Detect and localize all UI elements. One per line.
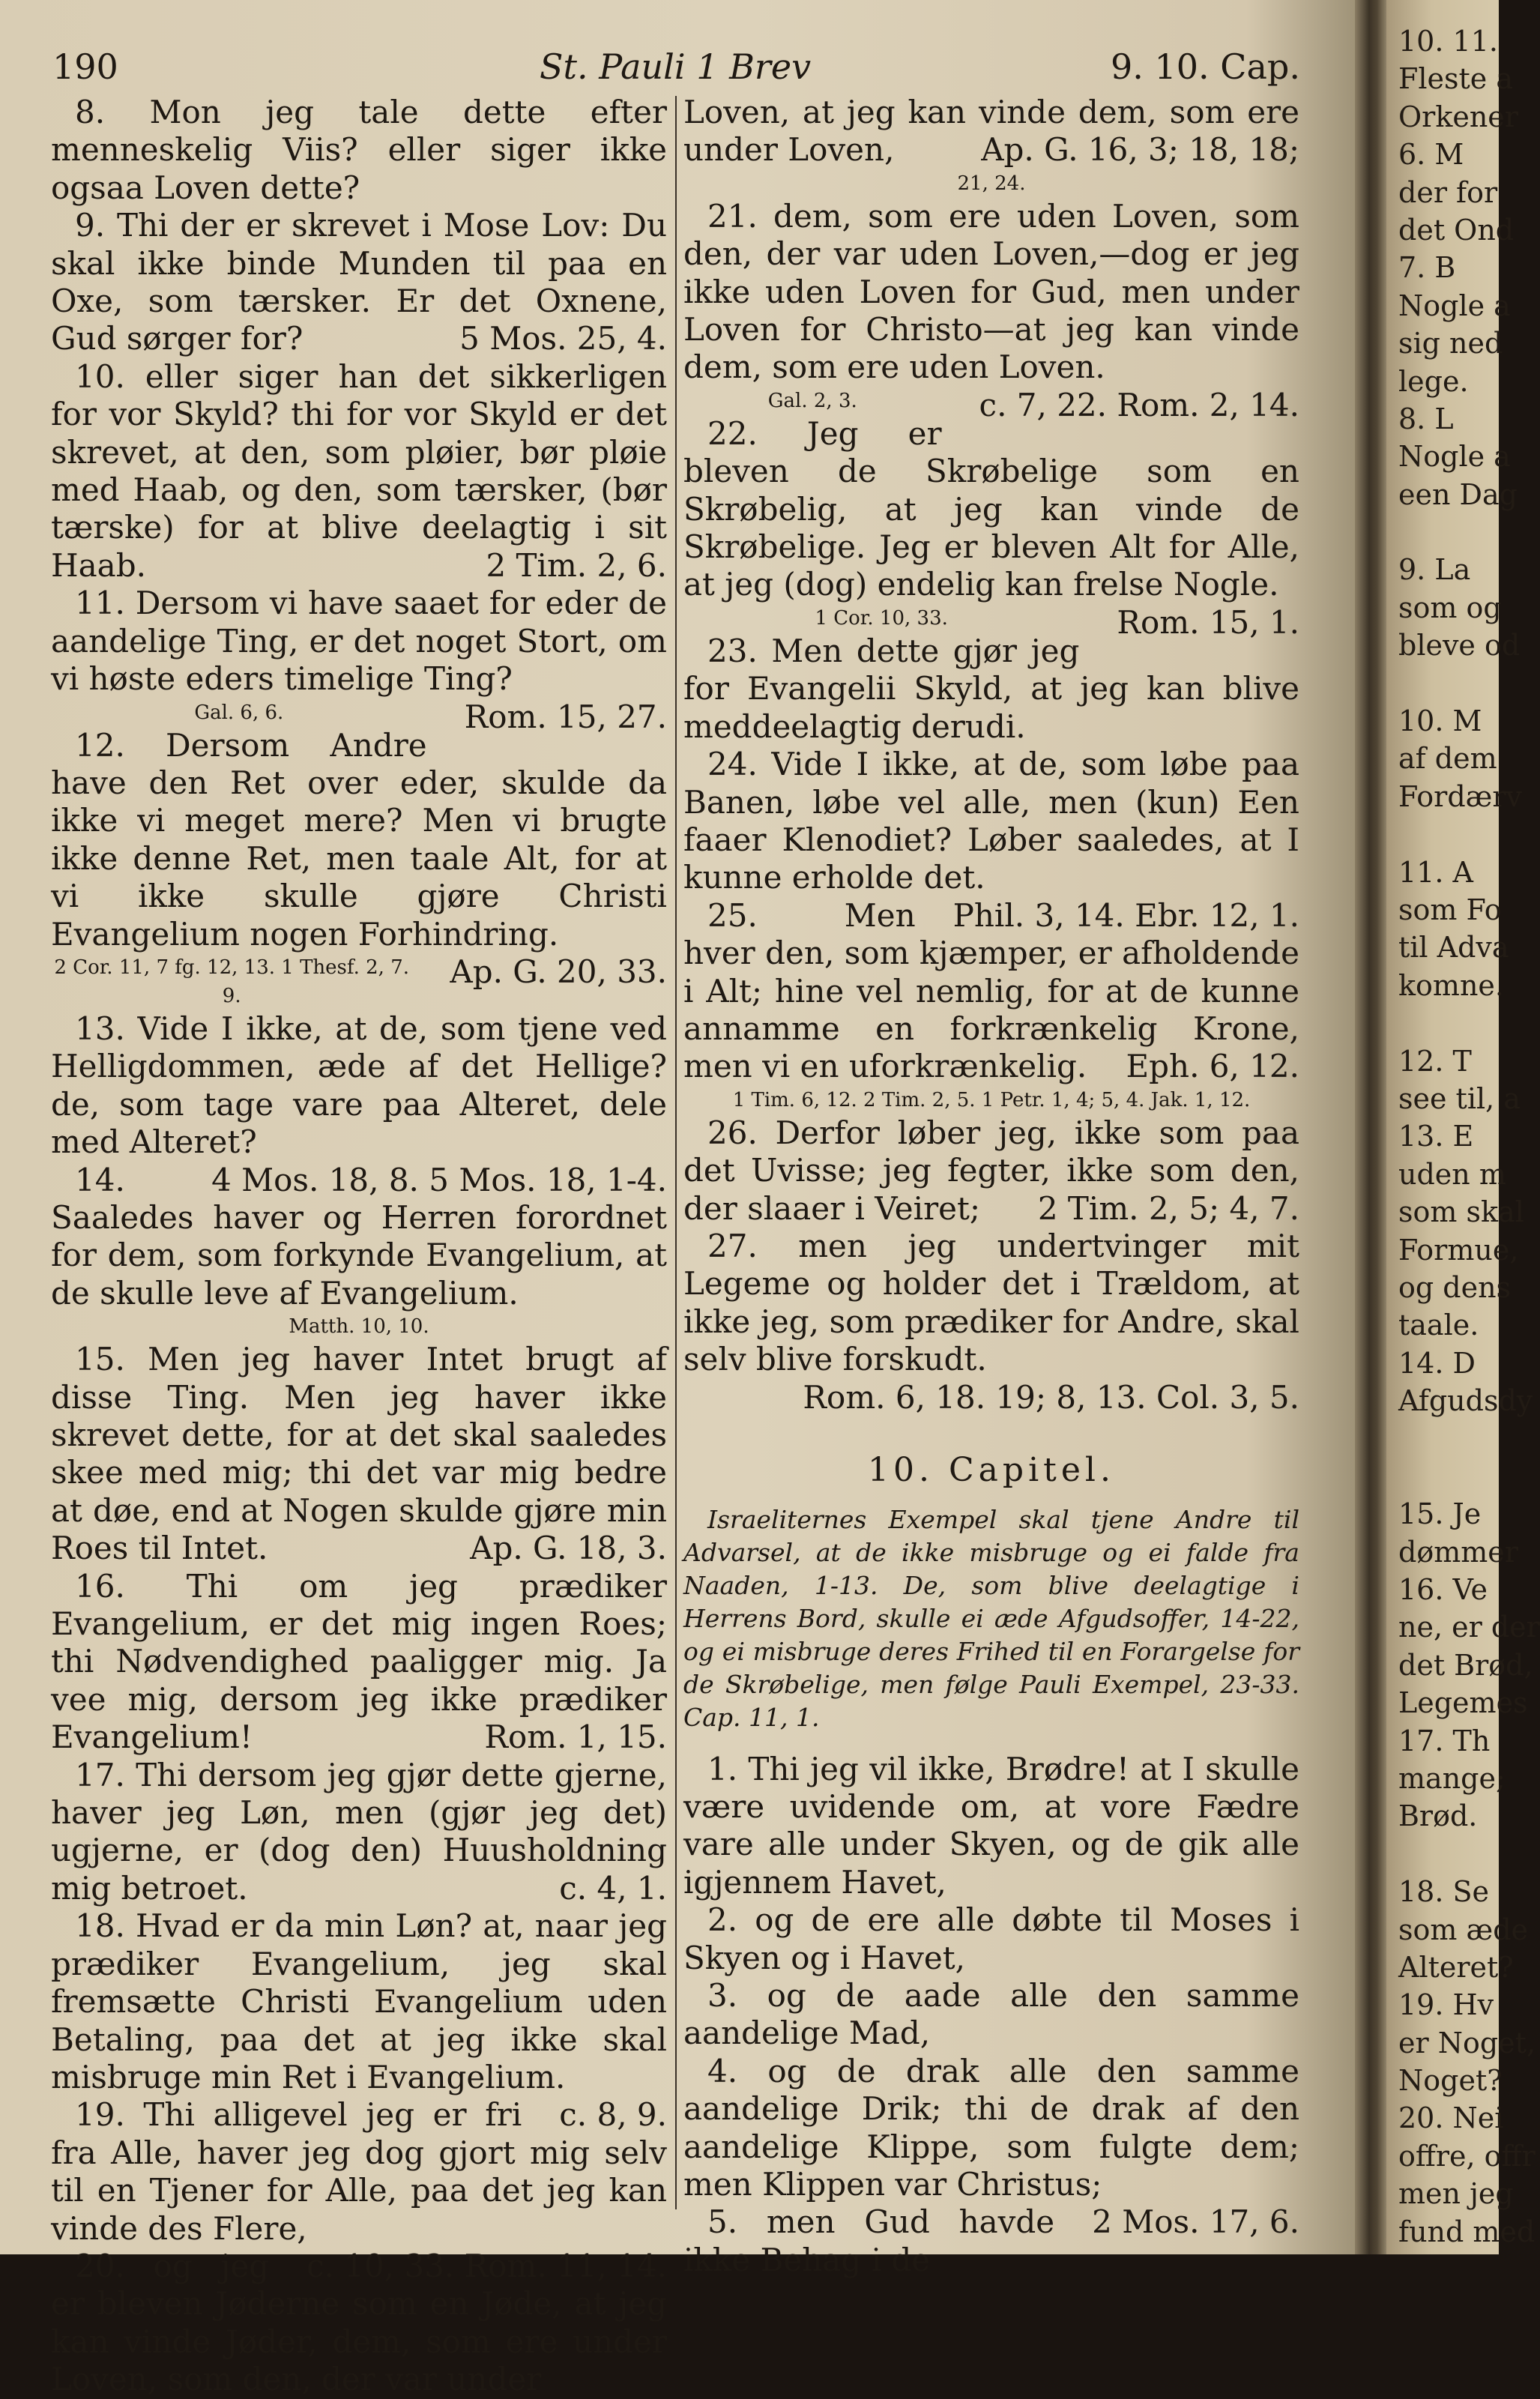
- page-number: 190: [52, 46, 118, 87]
- verse: [51, 94, 667, 207]
- verse-text: 13. Vide I ikke, at de, som tjene ved Helligdommen, æde af det Hellige? de, som tage vare paa Alteret, dele med Alteret?: [51, 1010, 667, 1161]
- verse-text: 1. Thi jeg vil ikke, Brødre! at I skulle være uvidende om, at vore Fædre vare alle under Skyen, og de gik alle igjennem Havet,: [683, 1750, 1299, 1901]
- next-page-fragment: som æde: [1398, 1913, 1529, 1946]
- left-column: [51, 94, 667, 2399]
- chapter-reference: 9. 10. Cap.: [1111, 46, 1300, 87]
- verse-text: 26. Derfor løber jeg, ikke som paa det Uvisse; jeg fegter, ikke som den, der slaaer i Veiret;: [683, 1114, 1299, 1227]
- next-page-fragment: som og: [1398, 591, 1502, 624]
- next-page-fragment: men jeg: [1398, 2177, 1514, 2211]
- next-page-fragment: [1398, 513, 1499, 551]
- verse-text: 3. og de aade alle den samme aandelige Mad,: [683, 1977, 1299, 2052]
- next-page-fragment: Noget?: [1398, 2064, 1503, 2098]
- next-page-fragment: til Adva: [1398, 931, 1509, 965]
- next-page-fragment: 12. T: [1398, 1044, 1472, 1078]
- verse-text: 16. Thi om jeg prædiker Evangelium, er det mig ingen Roes; thi Nødvendighed paaligger mig. Ja vee mig, dersom jeg ikke prædiker Evangelium!: [51, 1567, 667, 1756]
- verse-text: 12. Dersom Andre have den Ret over eder, skulde da ikke vi meget mere? Men vi brugte ikke denne Ret, men taale Alt, for at vi ikke skulle gjøre Christi Evangelium nogen Forhindring.: [51, 726, 667, 953]
- next-page-fragment: komne.: [1398, 968, 1504, 1002]
- cross-reference: Ap. G. 20, 33.: [450, 953, 667, 990]
- next-page-fragment: offre, offr: [1398, 2139, 1536, 2173]
- verse: [683, 94, 1299, 169]
- reference-note: Matth. 10, 10.: [289, 1315, 429, 1339]
- cross-reference: 4 Mos. 18, 8. 5 Mos. 18, 1-4.: [211, 1161, 667, 1198]
- verse-text: 20. og jeg er bleven Jøderne som en Jøde, at jeg kan vinde Jøder, dem, som ere under Loven, som den, der var under: [51, 2247, 667, 2398]
- next-page-fragment: Legemes: [1398, 1686, 1528, 1720]
- cross-reference: c. 4, 1.: [559, 1869, 667, 1907]
- next-page-fragment: fund med: [1398, 2215, 1536, 2248]
- next-page-fragment: Brød.: [1398, 1799, 1478, 1833]
- next-page-fragment: som skal: [1398, 1195, 1524, 1229]
- next-page-fragment: 8. L: [1398, 402, 1454, 435]
- next-page-fragment: [1398, 1419, 1499, 1457]
- next-page-fragment: 19. Hv: [1398, 1988, 1494, 2022]
- verse-text: 15. Men jeg haver Intet brugt af disse Ting. Men jeg haver ikke skrevet dette, for at det skal saaledes skee med mig; thi det var mig bedre at døe, end at Nogen skulde gjøre min Roes til Intet.: [51, 1341, 667, 1567]
- verse: [683, 1227, 1299, 1416]
- next-page-fragment: 17. Th: [1398, 1724, 1491, 1757]
- cross-reference: 5 Mos. 25, 4.: [459, 320, 667, 357]
- next-page-fragment: Nogle a: [1398, 440, 1511, 474]
- cross-reference: Eph. 6, 12.: [1126, 1048, 1299, 1085]
- cross-reference: Ap. G. 18, 3.: [470, 1530, 667, 1567]
- verse-text: 22. Jeg er bleven de Skrøbelige som en Skrøbelig, at jeg kan vinde de Skrøbelige. Jeg er bleven Alt for Alle, at jeg (dog) endelig kan frelse Nogle.: [683, 414, 1299, 603]
- next-page-fragment: een Dag: [1398, 477, 1518, 511]
- verse: [683, 1901, 1299, 1977]
- next-page-fragment: [1398, 1004, 1499, 1042]
- cross-reference: 2 Tim. 2, 5; 4, 7.: [1037, 1189, 1299, 1227]
- verse-text: 18. Hvad er da min Løn? at, naar jeg prædiker Evangelium, jeg skal fremsætte Christi Evangelium uden Betaling, paa det at jeg ikke skal misbruge min Ret i Evangelium.: [51, 1907, 667, 2095]
- verse: [683, 746, 1299, 934]
- reference-note: Gal. 2, 3.: [767, 389, 857, 412]
- next-page-fragment: 6. M: [1398, 138, 1464, 172]
- next-page-fragment: som Fo: [1398, 893, 1502, 926]
- right-column-verses: [683, 94, 1299, 1416]
- next-page-fragment: 13. E: [1398, 1120, 1474, 1153]
- verse-text: 24. Vide I ikke, at de, som løbe paa Banen, løbe vel alle, men (kun) Een faaer Klenodiet? Løber saaledes, at I kunne erholde det.: [683, 746, 1299, 896]
- next-page-fragment: bleve od: [1398, 629, 1521, 663]
- next-page-fragment: 10. M: [1398, 704, 1482, 738]
- verse-text: 19. Thi alligevel jeg er fri fra Alle, haver jeg dog gjort mig selv til en Tjener for Alle, paa det jeg kan vinde des Flere,: [51, 2096, 667, 2247]
- next-page-fragment: der for: [1398, 175, 1498, 209]
- cross-reference: c. 8, 9.: [559, 2096, 667, 2134]
- cross-reference: Phil. 3, 14. Ebr. 12, 1.: [952, 896, 1299, 934]
- next-page-fragment: af dem: [1398, 742, 1497, 776]
- verse: [51, 1907, 667, 2134]
- next-page-fragment: 7. B: [1398, 251, 1456, 285]
- reference-note: 21, 24.: [957, 172, 1026, 195]
- verse: [683, 633, 1299, 746]
- verse-text: 8. Mon jeg tale dette efter menneskelig Viis? eller siger ikke ogsaa Loven dette?: [51, 94, 667, 206]
- next-page-fragment: 20. Nei: [1398, 2101, 1504, 2135]
- next-page-fragment: 14. D: [1398, 1346, 1476, 1380]
- verse-text: 21. dem, som ere uden Loven, som den, der var uden Loven,—dog er jeg ikke uden Loven for Gud, men under Loven for Christo—at jeg kan vinde dem, som ere uden Loven.: [683, 197, 1299, 386]
- verse: [683, 1751, 1299, 1902]
- next-page-fragment: uden m: [1398, 1157, 1506, 1191]
- chapter-verses: [683, 1751, 1299, 2280]
- next-page-fragment: det Ond: [1398, 213, 1515, 247]
- verse-text: Loven, at jeg kan vinde dem, som ere under Loven,: [683, 94, 1299, 169]
- next-page-fragment: lege.: [1398, 364, 1469, 398]
- cross-reference: c. 7, 22. Rom. 2, 14.: [979, 386, 1299, 423]
- next-page-fragment: 11. A: [1398, 855, 1473, 889]
- next-page-fragment: mange;: [1398, 1761, 1506, 1795]
- verse: [51, 1010, 667, 1198]
- next-page-fragment: [1398, 1835, 1499, 1873]
- next-page-fragment: see til, a: [1398, 1081, 1521, 1115]
- verse-text: 4. og de drak alle den samme aandelige Drik; thi de drak af den aandelige Klippe, som fulgte dem; men Klippen var Christus;: [683, 2052, 1299, 2203]
- right-column: [683, 94, 1299, 2279]
- next-page-fragment: Formue,: [1398, 1233, 1519, 1267]
- next-page-fragment: det Brød,: [1398, 1648, 1533, 1682]
- next-page-fragment: Alteret?: [1398, 1950, 1514, 1984]
- verse-text: 5. men Gud havde ikke Behag i de: [683, 2203, 1055, 2278]
- next-page-edge: [1386, 0, 1540, 2254]
- verse-text: 2. og de ere alle døbte til Moses i Skyen og i Havet,: [683, 1901, 1299, 1976]
- next-page-fragment: dømmer: [1398, 1535, 1518, 1569]
- next-page-fragment: 16. Ve: [1398, 1573, 1488, 1607]
- next-page-fragment: er Noget,: [1398, 2026, 1536, 2059]
- cross-reference: c. 10, 33. Rom. 11, 14.: [307, 2247, 667, 2284]
- next-page-fragment: Afgudsdy: [1398, 1384, 1533, 1418]
- next-page-fragment: [1398, 815, 1499, 853]
- next-page-fragment: Fordærv: [1398, 779, 1523, 813]
- chapter-title: 10. Capitel.: [868, 1450, 1115, 1489]
- next-page-fragment: Fleste a: [1398, 62, 1514, 96]
- verse: [51, 1341, 667, 1567]
- next-page-fragment: Nogle a: [1398, 289, 1511, 322]
- next-page-fragment: sig ned: [1398, 327, 1503, 360]
- cross-reference: Rom. 15, 27.: [464, 698, 667, 735]
- next-page-fragments: [1398, 22, 1540, 2251]
- reference-note: 1 Tim. 6, 12. 2 Tim. 2, 5. 1 Petr. 1, 4; 5, 4. Jak. 1, 12.: [732, 1088, 1251, 1111]
- reference-note: 2 Cor. 11, 7 fg. 12, 13. 1 Thesf. 2, 7. 9.: [54, 956, 409, 1007]
- book-gutter: [1355, 0, 1386, 2254]
- cross-reference: Rom. 6, 18. 19; 8, 13. Col. 3, 5.: [803, 1378, 1299, 1416]
- verse: [51, 1568, 667, 1757]
- verse-text: 27. men jeg undertvinger mit Legeme og holder det i Trældom, at ikke jeg, som prædiker for Andre, skal selv blive forskudt.: [683, 1227, 1299, 1378]
- verse: [51, 358, 667, 585]
- cross-reference: Rom. 1, 15.: [484, 1718, 667, 1756]
- verse: [51, 207, 667, 358]
- verse-text: 17. Thi dersom jeg gjør dette gjerne, haver jeg Løn, men (gjør jeg det) ugjerne, er (dog den) Huusholdning mig betroet.: [51, 1756, 667, 1907]
- next-page-fragment: [1398, 1458, 1499, 1495]
- verse-text: 10. eller siger han det sikkerligen for vor Skyld? thi for vor Skyld er det skrevet, at den, som pløier, bør pløie med Haab, og den, som tærsker, (bør tærske) for at blive deelagtig i sit Haab.: [51, 357, 667, 584]
- page-header: [52, 46, 1300, 99]
- verse: [683, 1114, 1299, 1228]
- verse-text: 25. Men hver den, som kjæmper, er afholdende i Alt; hine vel nemlig, for at de kunne annamme en forkrænkelig Krone, men vi en uforkrænkelig.: [683, 896, 1299, 1085]
- verse: [683, 1977, 1299, 2053]
- verse-text: 23. Men dette gjør jeg for Evangelii Skyld, at jeg kan blive meddeelagtig derudi.: [683, 632, 1299, 745]
- cross-reference: Rom. 15, 1.: [1117, 603, 1299, 641]
- next-page-fragment: [1398, 665, 1499, 702]
- next-page-fragment: 10. 11.: [1398, 25, 1498, 58]
- cross-reference: 2 Mos. 17, 6.: [1092, 2203, 1299, 2241]
- cross-reference: 2 Tim. 2, 6.: [486, 546, 667, 584]
- column-divider: [675, 96, 677, 2209]
- next-page-fragment: taale.: [1398, 1309, 1479, 1342]
- verse-text: 11. Dersom vi have saaet for eder de aandelige Ting, er det noget Stort, om vi høste eders timelige Ting?: [51, 585, 667, 698]
- next-page-fragment: Orkener: [1398, 100, 1518, 133]
- next-page-fragment: 9. La: [1398, 553, 1471, 587]
- cross-reference: Ap. G. 16, 3; 18, 18;: [981, 131, 1299, 169]
- running-title: St. Pauli 1 Brev: [540, 46, 812, 87]
- verse-text: 14. Saaledes haver og Herren forordnet for dem, som forkynde Evangelium, at de skulle leve af Evangelium.: [51, 1161, 667, 1312]
- next-page-fragment: og dens: [1398, 1270, 1512, 1304]
- verse: [51, 1757, 667, 1908]
- verse-text: 9. Thi der er skrevet i Mose Lov: Du skal ikke binde Munden til paa en Oxe, som tærsker. Er det Oxnene, Gud sørger for?: [51, 207, 667, 357]
- next-page-fragment: 15. Je: [1398, 1497, 1482, 1531]
- reference-note: Gal. 6, 6.: [194, 701, 284, 724]
- next-page-fragment: ne, er der: [1398, 1611, 1540, 1644]
- chapter-summary: Israeliternes Exempel skal tjene Andre til Advarsel, at de ikke misbruge og ei falde fra Naaden, 1-13. De, som blive deelagtige i Herrens Bord, skulle ei æde Afgudsoffer, 14-22, og ei misbruge deres Frihed til en Forargelse for de Skrøbelige, men følge Pauli Exempel, 23-33. Cap. 11, 1.: [683, 1504, 1299, 1732]
- reference-note: 1 Cor. 10, 33.: [815, 606, 948, 630]
- next-page-fragment: 18. Se: [1398, 1875, 1490, 1909]
